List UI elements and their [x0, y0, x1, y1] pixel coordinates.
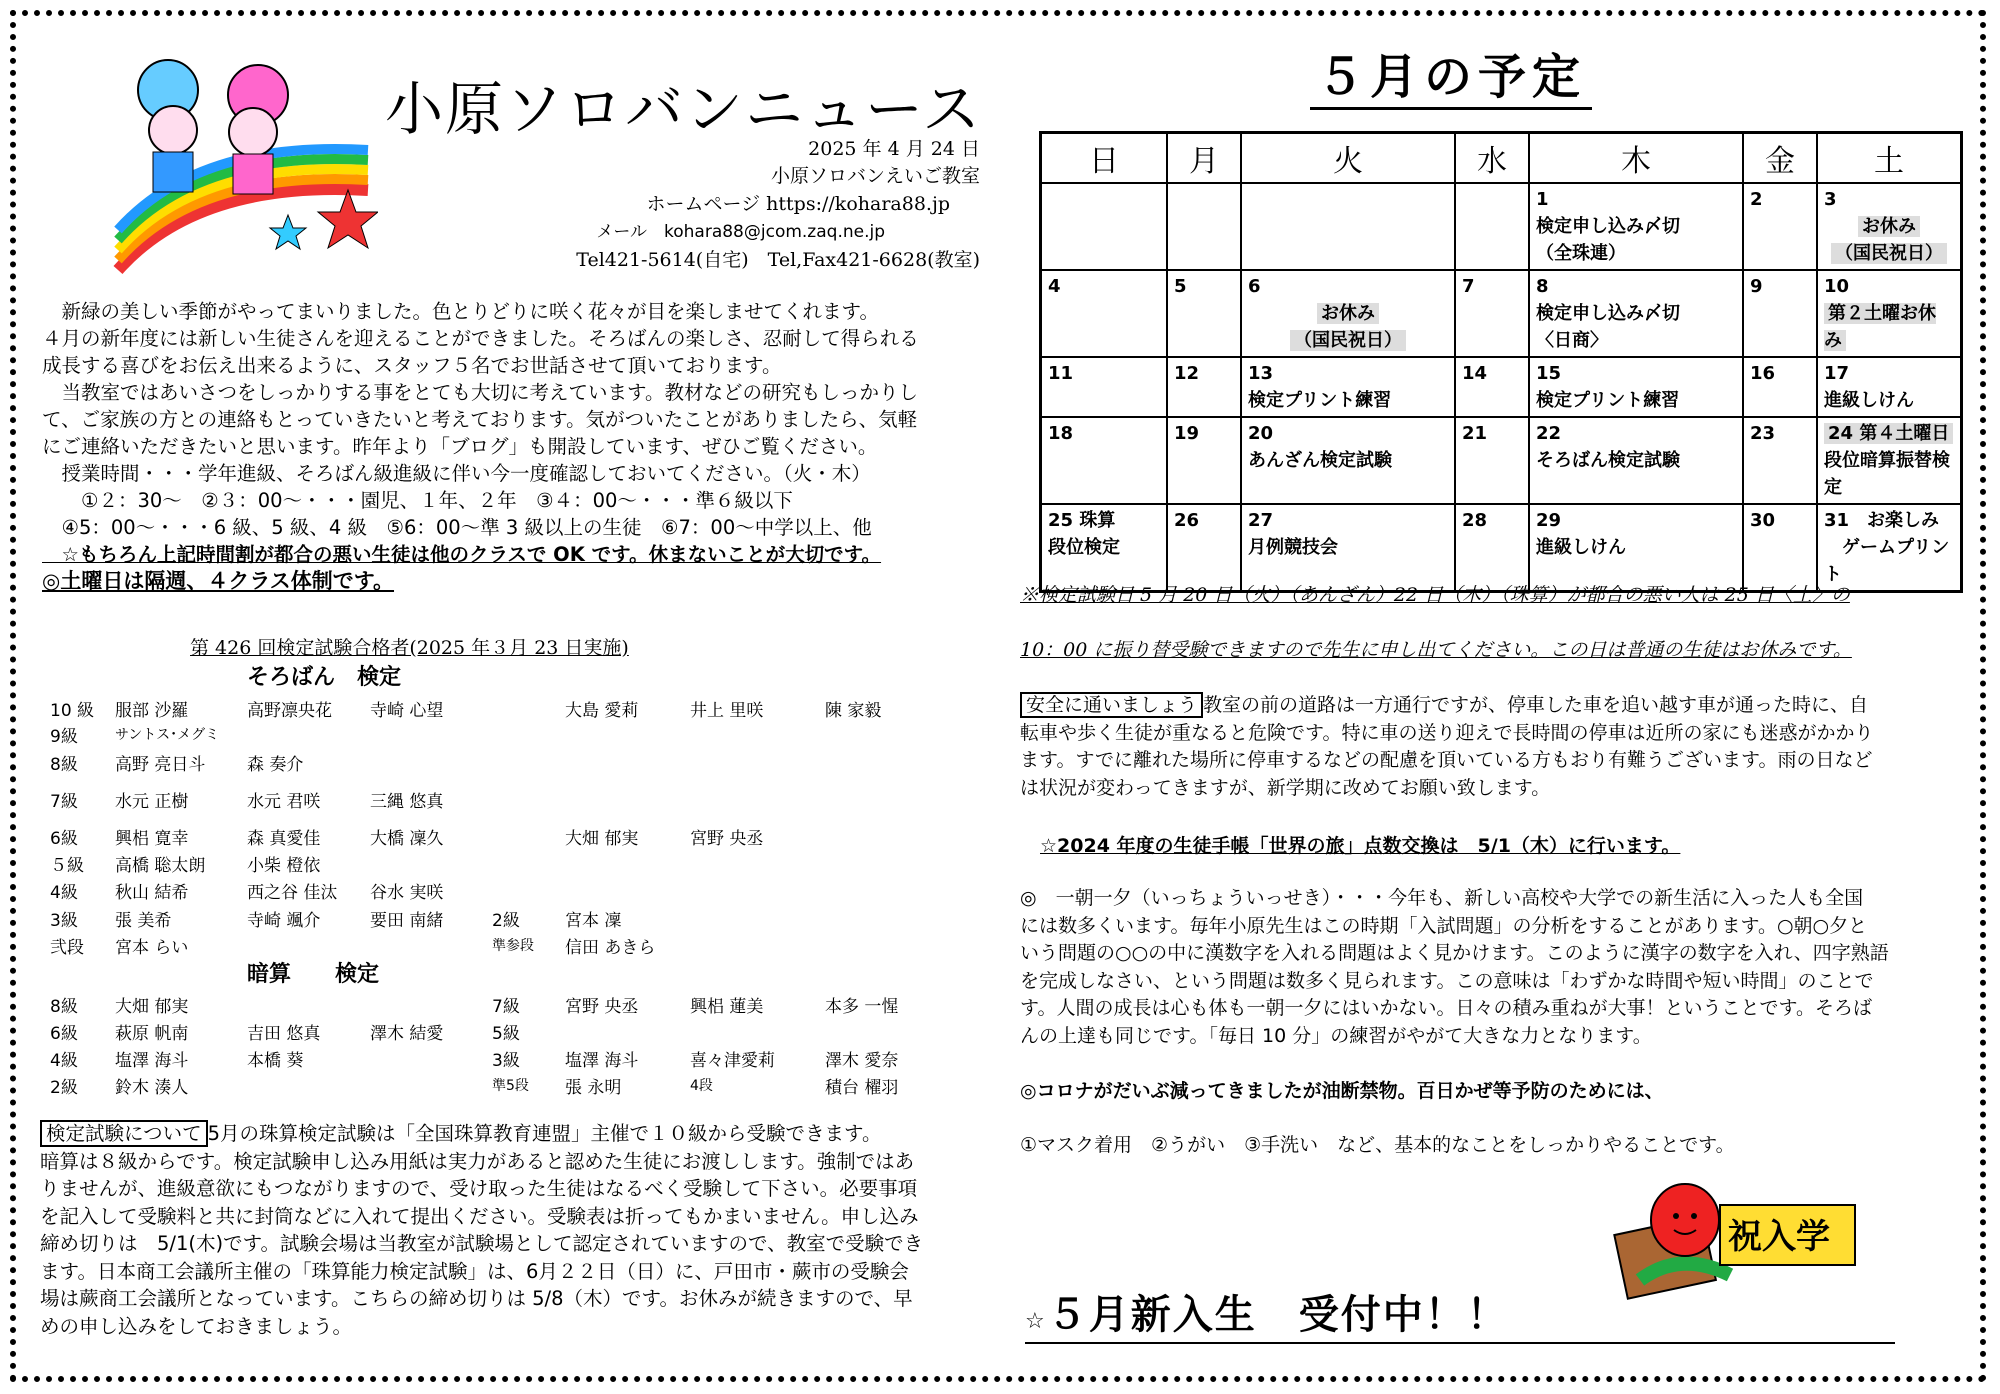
calendar-cell: 28: [1455, 504, 1529, 592]
kentei-label: 検定試験について: [40, 1120, 208, 1147]
calendar-cell: 22 そろばん検定試験: [1529, 417, 1743, 504]
issue-date: 2025 年 4 月 24 日: [808, 138, 980, 160]
calendar-cell: [1167, 183, 1241, 270]
intro-paragraph: 新緑の美しい季節がやってまいりました。色とりどりに咲く花々が目を楽しませてくれます。 ４月の新年度には新しい生徒さんを迎えることができました。そろばんの楽しさ、忍耐して得られる 成長する喜びをお伝え出来るように、スタッフ５名でお世話させて頂いております。 当教室ではあいさつをしっかりする事をとても大切に考えています。教材などの研究もしっかりし て、ご家族の方との連絡もとっていきたいと考えております。気がついたことがありましたら、気軽 にご連絡いただきたいと思います。昨年より「ブログ」も開設しています、ぜひご覧ください。 授業時間・・・学年進級、そろばん級進級に伴い今一度確認しておいてください。（火・木） ①２：30～ ②３：00～・・・園児、１年、２年 ③４：00～・・・準６級以下 ④5：00～・・・6 級、5 級、4 級 ⑤6：00～準 3 級以上の生徒 ⑥7：00～中学以上、他 ☆もちろん上記時間割が都合の悪い生徒は他のクラスで OK です。休まないことが大切です。 ◎土曜日は隔週、４クラス体制です。: [42, 300, 919, 593]
calendar-cell: 16: [1743, 357, 1817, 417]
calendar-cell: 1 検定申し込み〆切 （全珠連）: [1529, 183, 1743, 270]
month-title: ５月の予定: [1310, 38, 1592, 110]
calendar-cell: 9: [1743, 270, 1817, 357]
exam-note-2: 10：00 に振り替受験できますので先生に申し出てください。この日は普通の生徒はお休みです。: [1020, 639, 1852, 661]
calendar-cell: 10 第２土曜お休み: [1817, 270, 1962, 357]
enroll-note: ☆５月新入生 受付中！！: [1025, 1283, 1895, 1344]
kentei-paragraph: 検定試験について 5月の珠算検定試験は「全国珠算教育連盟」主催で１０級から受験できます。 暗算は８級からです。検定試験申し込み用紙は実力があると認めた生徒にお渡しします。強制ではあ りませんが、進級意欲にもつながりますので、受け取った生徒はなるべく受験して下さい。必要事項 を記入して受験料と共に封筒などに入れて提出ください。受験表は折ってもかまいません。申し込み 締め切りは 5/1(木)です。試験会場は当教室が試験場として認定されていますので、教室で受験でき ます。日本商工会議所主催の「珠算能力検定試験」は、6月２２日（日）に、戸田市・蕨市の受験会 場は蕨商工会議所となっています。こちらの締め切りは 5/8（木）です。お休みが続きますので、早 めの申し込みをしておきましょう。: [40, 1122, 924, 1338]
homepage-url: ホームページ https://kohara88.jp: [646, 193, 950, 215]
day-header: 月: [1167, 133, 1241, 184]
calendar-cell: [1041, 183, 1168, 270]
exam-note-1: ※検定試験日 5 月 20 日（火）（あんざん）22 日（木）（珠算）が都合の悪い人は 25 日〈土〉の: [1020, 584, 1850, 606]
ok-note: ☆もちろん上記時間割が都合の悪い生徒は他のクラスで OK です。休まないことが大切です。: [42, 543, 882, 566]
school-name: 小原ソロバンえいご教室: [770, 165, 980, 187]
kids-rainbow-clipart: [78, 40, 378, 280]
day-header: 水: [1455, 133, 1529, 184]
calendar-cell: 7: [1455, 270, 1529, 357]
calendar-cell: 20 あんざん検定試験: [1241, 417, 1455, 504]
may-calendar: [1039, 131, 1963, 593]
calendar-cell: 24 第４土曜日 段位暗算振替検定: [1817, 417, 1962, 504]
safety-label: 安全に通いましょう: [1020, 692, 1203, 718]
celebrate-enrollment-clipart: [1610, 1180, 1870, 1300]
day-header: 木: [1529, 133, 1743, 184]
calendar-cell: 12: [1167, 357, 1241, 417]
calendar-cell: [1455, 183, 1529, 270]
handbook-note: ☆2024 年度の生徒手帳「世界の旅」点数交換は 5/1（木）に行います。: [1040, 835, 1681, 857]
calendar-cell: 26: [1167, 504, 1241, 592]
ichigo-paragraph: ◎ 一朝一夕（いっちょういっせき）・・・今年も、新しい高校や大学での新生活に入った人も全国 には数多くいます。毎年小原先生はこの時期「入試問題」の分析をすることがあります。○朝○夕と いう問題の○○の中に漢数字を入れる問題はよく見かけます。このように漢字の数字を入れ、四字熟語 を完成しなさい、という問題は数多く見られます。この意味は「わずかな時間や短い時間」のことで す。人間の成長は心も体も一朝一夕にはいかない。日々の積み重ねが大事！ということです。そろば んの上達も同じです。「毎日 10 分」の練習がやがて大きな力となります。: [1020, 887, 1889, 1047]
calendar-cell: 29 進級しけん: [1529, 504, 1743, 592]
email-address: メール kohara88@jcom.zaq.ne.jp: [596, 222, 885, 242]
calendar-cell: 23: [1743, 417, 1817, 504]
calendar-cell: 8 検定申し込み〆切 〈日商〉: [1529, 270, 1743, 357]
results-title: 第 426 回検定試験合格者(2025 年３月 23 日実施): [190, 637, 629, 659]
corona-note: ◎コロナがだいぶ減ってきましたが油断禁物。百日かぜ等予防のためには、: [1020, 1080, 1664, 1102]
day-header: 火: [1241, 133, 1455, 184]
calendar-cell: 2: [1743, 183, 1817, 270]
calendar-cell: 14: [1455, 357, 1529, 417]
calendar-cell: 18: [1041, 417, 1168, 504]
calendar-cell: [1241, 183, 1455, 270]
celebrate-text: 祝入学: [1728, 1217, 1830, 1257]
day-header: 日: [1041, 133, 1168, 184]
calendar-cell: 21: [1455, 417, 1529, 504]
day-header: 土: [1817, 133, 1962, 184]
calendar-cell: 27 月例競技会: [1241, 504, 1455, 592]
calendar-cell: 31 お楽しみ ゲームプリント: [1817, 504, 1962, 592]
calendar-cell: 25 珠算 段位検定: [1041, 504, 1168, 592]
newsletter-title: 小原ソロバンニュース: [385, 75, 983, 143]
day-header: 金: [1743, 133, 1817, 184]
telephone: Tel421-5614(自宅) Tel,Fax421-6628(教室): [576, 249, 980, 271]
calendar-cell: 11: [1041, 357, 1168, 417]
calendar-cell: 4: [1041, 270, 1168, 357]
star-icon: ☆: [1025, 1309, 1047, 1334]
calendar-cell: 15 検定プリント練習: [1529, 357, 1743, 417]
hygiene-note: ①マスク着用 ②うがい ③手洗い など、基本的なことをしっかりやることです。: [1020, 1134, 1735, 1156]
saturday-note: ◎土曜日は隔週、４クラス体制です。: [42, 569, 395, 593]
calendar-cell: 5: [1167, 270, 1241, 357]
calendar-cell: 13 検定プリント練習: [1241, 357, 1455, 417]
calendar-cell: 3 お休み （国民祝日）: [1817, 183, 1962, 270]
calendar-cell: 6 お休み （国民祝日）: [1241, 270, 1455, 357]
anzan-heading: 暗算 検定: [247, 962, 380, 987]
calendar-cell: 19: [1167, 417, 1241, 504]
safety-paragraph: 安全に通いましょう 教室の前の道路は一方通行ですが、停車した車を追い越す車が通った時に、自 転車や歩く生徒が重なると危険です。特に車の送り迎えで長時間の停車は近所の家にも迷惑がかかり ます。すでに離れた場所に停車するなどの配慮を頂いている方もおり有難うございます。雨の日など は状況が変わってきますが、新学期に改めてお願い致します。: [1020, 694, 1874, 799]
soroban-heading: そろばん 検定: [247, 665, 402, 690]
calendar-cell: 17 進級しけん: [1817, 357, 1962, 417]
calendar-cell: 30: [1743, 504, 1817, 592]
